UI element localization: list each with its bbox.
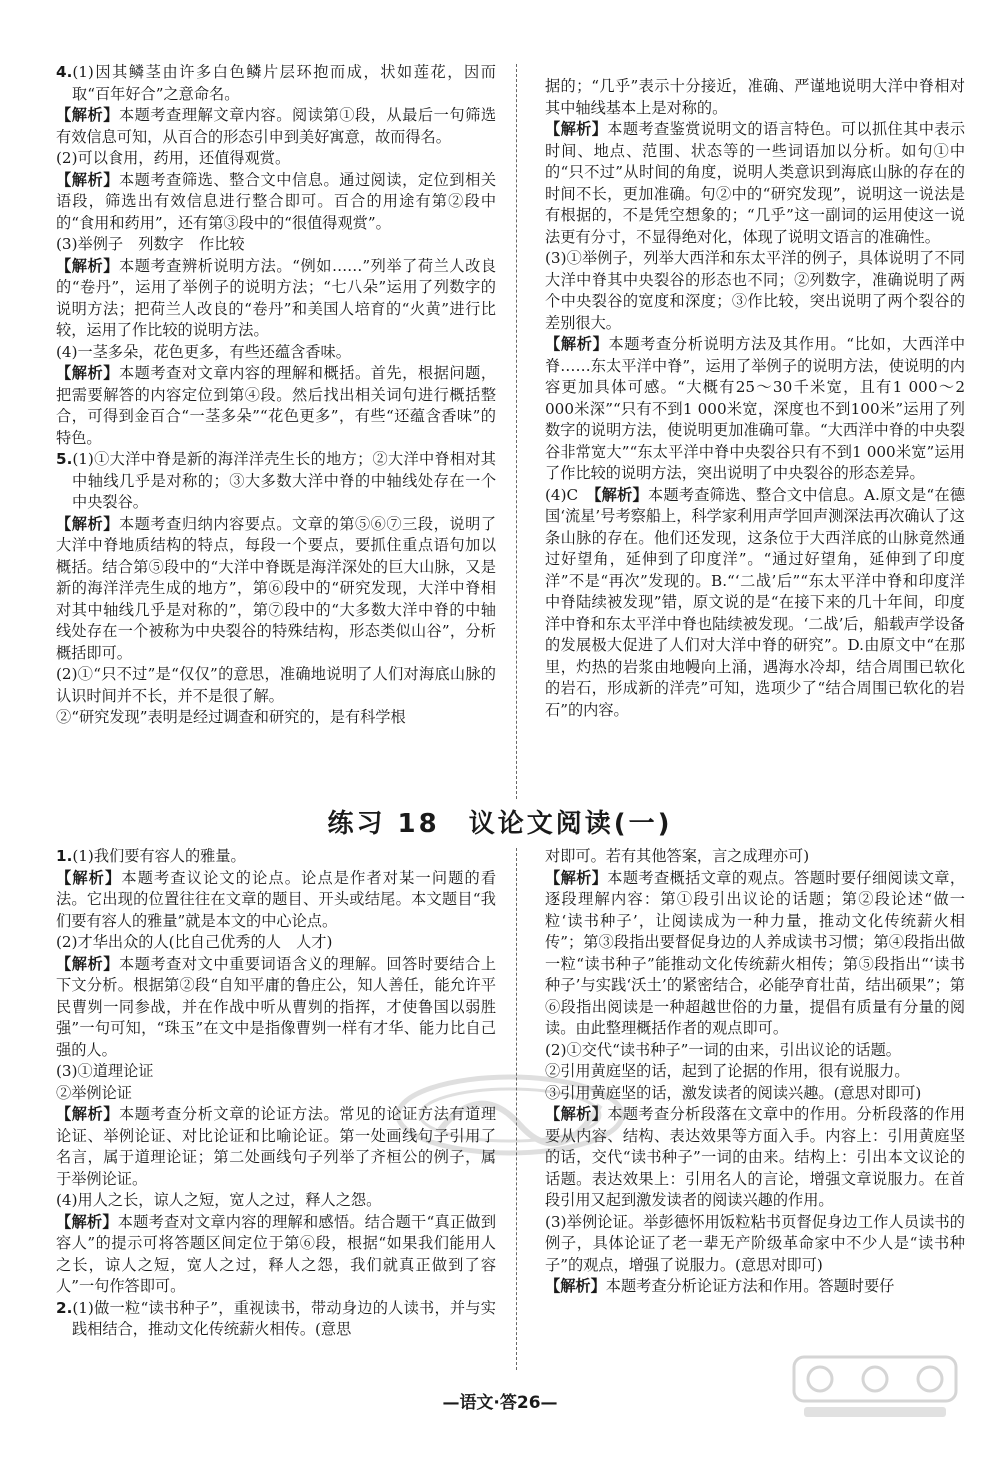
- analysis-text: 本题考查筛选、整合文中信息。A.原文是“在德国‘流星’号考察船上，科学家利用声学回声测深法再次确认了这条山脉的存在。他们还发现，这条位于大西洋底的山脉竟然通过好望角，延伸到了印度洋”。“通过好望角，延伸到了印度洋”不是“再次”发现的。B.“‘二战’后”“东太平洋中脊和印度洋中脊陆续被发现”错，原文说的是“在接下来的几十年间，印度洋中脊和东太平洋中脊也陆续被发现。‘二战’后，船载声学设备的发展极大促进了人们对大洋中脊的研究”。D.由原文中“在那里，灼热的岩浆由地幔向上涌，遇海水冷却，结合周围已软化的岩石，形成新的洋壳”可知，选项少了“结合周围已软化的岩石”的内容。: [545, 485, 966, 719]
- answer-text: (1)我们要有容人的雅量。: [72, 847, 246, 865]
- answer-text: ②“研究发现”表明是经过调查和研究的，是有科学根: [56, 708, 406, 726]
- analysis-label: 【 解析 】: [56, 515, 119, 533]
- answer-text: (2)才华出众的人(比自己优秀的人 人才): [56, 933, 333, 951]
- column-bottom-left: [56, 846, 496, 1341]
- answer-text: 据的；“几乎”表示十分接近，准确、严谨地说明大洋中脊相对其中轴线基本上是对称的。: [545, 77, 965, 117]
- analysis-label: 【 解析 】: [56, 171, 119, 189]
- analysis-label: 【 解析 】: [56, 364, 119, 382]
- analysis-label: 【 解析 】: [56, 106, 119, 124]
- page-footer: —语文·答26—: [442, 1393, 558, 1413]
- answer-text: ③引用黄庭坚的话，激发读者的阅读兴趣。(意思对即可): [545, 1083, 922, 1102]
- column-top-left: [56, 62, 496, 729]
- analysis-text: 本题考查概括文章的观点。答题时要仔细阅读文章，逐段理解内容：第①段引出议论的话题；第②段论述“做一粒‘读书种子’，让阅读成为一种力量，推动文化传统薪火相传”；第③段指出要督促身边的人养成读书习惯；第④段指出做一粒“读书种子”能推动文化传统薪火相传；第⑤段指出“‘读书种子’与实践‘沃土’的紧密结合，必能孕育壮苗，结出硕果”；第⑥段指出阅读是一种超越世俗的力量，提倡有质量有分量的阅读。由此整理概括作者的观点即可。: [545, 868, 966, 1037]
- analysis-label: 【 解析 】: [56, 1213, 118, 1231]
- answer-text: 对即可。若有其他答案，言之成理亦可): [545, 847, 810, 865]
- analysis-label: 【 解析 】: [56, 257, 119, 275]
- question-number: 4.: [56, 63, 73, 81]
- analysis-label: 【 解析 】: [545, 869, 607, 887]
- answer-text: (1)因其鳞茎由许多白色鳞片层环抱而成，状如莲花，因而取“百年好合”之意命名。: [72, 63, 496, 103]
- column-divider: [516, 64, 517, 799]
- analysis-text: 本题考查辨析说明方法。“例如……”列举了荷兰人改良的“卷丹”，运用了举例子的说明方法；“七八朵”运用了列数字的说明方法；把荷兰人改良的“卷丹”和美国人培育的“火黄”进行比较，运用了作比较的说明方法。: [56, 256, 497, 339]
- answer-text: (4)用人之长，谅人之短，宽人之过，释人之怨。: [56, 1191, 382, 1209]
- analysis-label: 【 解析 】: [545, 335, 608, 353]
- analysis-text: 本题考查分析说明方法及其作用。“比如，大西洋中脊……东太平洋中脊”，运用了举例子的说明方法，使说明的内容更加具体可感。“大概有25～30千米宽，且有1 000～2 000米深”“只有不到1 000米宽，深度也不到100米”运用了列数字的说明方法，使说明更加准确可靠。“大西洋中脊的中央裂谷非常宽大”“东太平洋中脊中央裂谷只有不到1 000米宽”运用了作比较的说明方法，突出说明了中央裂谷的形态差异。: [545, 335, 966, 482]
- section-title: 练习 18 议论文阅读(一): [327, 809, 673, 839]
- analysis-text: 本题考查理解文章内容。阅读第①段，从最后一句筛选有效信息可知，从百合的形态引申到美好寓意，故而得名。: [56, 106, 497, 146]
- analysis-text: 本题考查对文章内容的理解和概括。首先，根据问题，把需要解答的内容定位到第④段。然后找出相关词句进行概括整合，可得到金百合“一茎多朵”“花色更多”，有些“还蕴含香味”的特色。: [56, 364, 497, 447]
- answer-text: (3)举例论证。举彭德怀用饭粒粘书页督促身边工作人员读书的例子，具体论证了老一辈无产阶级革命家中不少人是“读书种子”的观点，增强了说服力。(意思对即可): [545, 1212, 965, 1274]
- analysis-label: 【 解析 】: [545, 1277, 606, 1295]
- analysis-text: 本题考查鉴赏说明文的语言特色。可以抓住其中表示时间、地点、范围、状态等的一些词语加以分析。如句①中的“只不过”从时间的角度，说明人类意识到海底山脉的存在的时间不长，更加准确。句②中的“研究发现”，说明这一说法是有根据的，不是凭空想象的；“几乎”这一副词的运用使这一说法更有分寸，不显得绝对化，体现了说明文语言的准确性。: [545, 120, 966, 246]
- answer-text: (4)C: [545, 485, 579, 504]
- analysis-text: 本题考查分析文章的论证方法。常见的论证方法有道理论证、举例论证、对比论证和比喻论证。第一处画线句子引用了名言，属于道理论证；第二处画线句子列举了齐桓公的例子，属于举例论证。: [56, 1105, 497, 1188]
- answer-text: ②引用黄庭坚的话，起到了论据的作用，很有说服力。: [545, 1062, 910, 1080]
- answer-text: ②举例论证: [56, 1083, 132, 1102]
- analysis-label: 【 解析 】: [545, 1105, 607, 1123]
- analysis-label: 【 解析 】: [594, 486, 648, 504]
- question-number: 5.: [56, 450, 73, 468]
- analysis-text: 本题考查分析段落在文章中的作用。分析段落的作用要从内容、结构、表达效果等方面入手。内容上：引用黄庭坚的话，交代“读书种子”一词的由来。结构上：引出本文议论的话题。表达效果上：引用名人的言论，增强文章说服力。在首段引用又起到激发读者的阅读兴趣的作用。: [545, 1105, 966, 1209]
- question-number: 2.: [56, 1298, 73, 1317]
- answer-text: (1)做一粒“读书种子”，重视读书，带动身边的人读书，并与实践相结合，推动文化传统薪火相传。(意思: [72, 1298, 496, 1338]
- answer-text: (3)举例子 列数字 作比较: [56, 235, 245, 253]
- analysis-label: 【 解析 】: [56, 1105, 119, 1123]
- analysis-text: 本题考查对文章内容的理解和感悟。结合题干“真正做到容人”的提示可将答题区间定位于第⑥段，根据“如果我们能用人之长，谅人之短，宽人之过，释人之怨，我们就真正做到了容人”一句作答即可。: [56, 1212, 497, 1295]
- answer-text: (3)①道理论证: [56, 1062, 154, 1080]
- analysis-label: 【 解析 】: [56, 955, 119, 973]
- analysis-text: 本题考查对文中重要词语含义的理解。回答时要结合上下文分析。根据第②段“自知平庸的鲁庄公，知人善任，能允许平民曹刿一同参战，并在作战中听从曹刿的指挥，才使鲁国以弱胜强”一句可知，“珠玉”在文中是指像曹刿一样有才华、能力比自己强的人。: [56, 954, 497, 1059]
- answer-text: (2)①交代“读书种子”一词的由来，引出议论的话题。: [545, 1040, 901, 1059]
- analysis-text: 本题考查议论文的论点。论点是作者对某一问题的看法。它出现的位置往往在文章的题目、开头或结尾。本文题目“我们要有容人的雅量”就是本文的中心论点。: [56, 868, 497, 930]
- analysis-text: 本题考查筛选、整合文中信息。通过阅读，定位到相关语段，筛选出有效信息进行整合即可。百合的用途有第②段中的“食用和药用”，还有第③段中的“很值得观赏”。: [56, 170, 497, 232]
- answer-text: (4)一茎多朵，花色更多，有些还蕴含香味。: [56, 342, 351, 361]
- question-number: 1.: [56, 847, 73, 865]
- answer-text: (1)①大洋中脊是新的海洋洋壳生长的地方；②大洋中脊相对其中轴线几乎是对称的；③大多数大洋中脊的中轴线处存在一个中央裂谷。: [72, 450, 496, 511]
- analysis-label: 【 解析 】: [56, 869, 121, 887]
- column-bottom-right: [545, 846, 965, 1298]
- analysis-text: 本题考查归纳内容要点。文章的第⑤⑥⑦三段，说明了大洋中脊地质结构的特点，每段一个要点，要抓住重点语句加以概括。结合第⑤段中的“大洋中脊既是海洋深处的巨大山脉，又是新的海洋洋壳生成的地方”，第⑥段中的“研究发现，大洋中脊相对其中轴线几乎是对称的”，第⑦段中的“大多数大洋中脊的中轴线处存在一个被称为中央裂谷的特殊结构，形态类似山谷”，分析概括即可。: [56, 514, 497, 662]
- site-logo-watermark-icon: [790, 1351, 960, 1423]
- column-top-right: [545, 76, 965, 721]
- answer-text: (2)可以食用，药用，还值得观赏。: [56, 149, 291, 167]
- answer-text: (2)①“只不过”是“仅仅”的意思，准确地说明了人们对海底山脉的认识时间并不长，并不是很了解。: [56, 665, 496, 705]
- column-divider: [516, 848, 517, 1370]
- answer-text: (3)①举例子，列举大西洋和东太平洋的例子，具体说明了不同大洋中脊其中央裂谷的形态也不同；②列数字，准确说明了两个中央裂谷的宽度和深度；③作比较，突出说明了两个裂谷的差别很大。: [545, 249, 965, 332]
- analysis-text: 本题考查分析论证方法和作用。答题时要仔: [605, 1277, 895, 1295]
- analysis-label: 【 解析 】: [545, 120, 607, 138]
